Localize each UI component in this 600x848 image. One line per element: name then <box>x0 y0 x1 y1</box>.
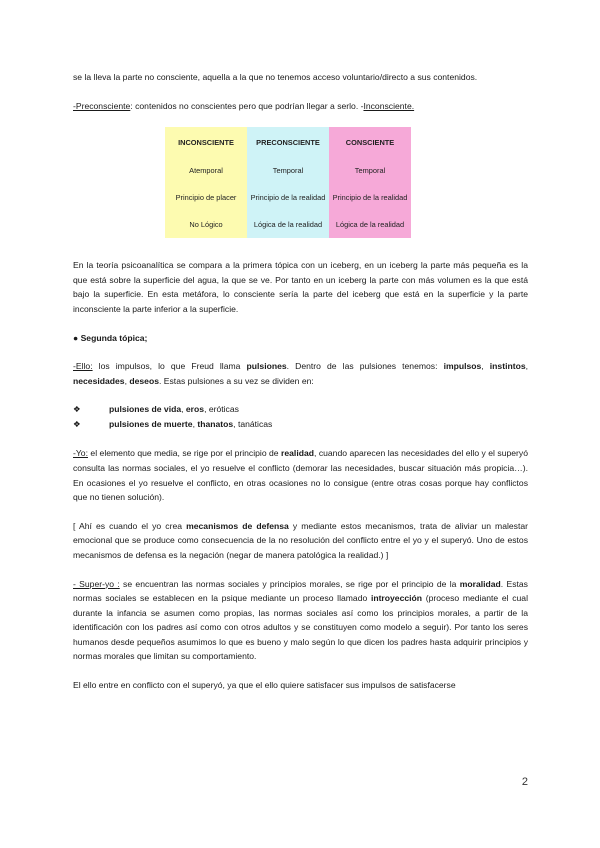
table-header-row <box>165 127 411 157</box>
heading-text: ● Segunda tópica; <box>73 332 148 343</box>
term-preconsciente: -Preconsciente <box>73 100 131 111</box>
bold-run: pulsiones de muerte <box>109 419 193 430</box>
term-yo: -Yo: <box>73 448 88 459</box>
table-cell: Atemporal <box>165 157 247 184</box>
term-ello: -Ello: <box>73 361 93 372</box>
text-run: y mediante estos mecanismos, trata de aliviar un malestar emocional que se produce como consecuencia de la no resolución del conflicto entre el yo y el superyó. Uno de estos mecanismos de defensa es la negación (negar de manera patológica la realidad.) ] <box>73 520 529 560</box>
diamond-bullet-icon: ❖ <box>73 404 81 415</box>
text-run: . Estas normas sociales se establecen en la psique mediante un proceso llamado <box>73 578 528 604</box>
header-inconsciente: INCONSCIENTE <box>165 127 247 157</box>
bold-run: thanatos <box>197 419 234 430</box>
table-cell: Temporal <box>247 157 329 184</box>
page-number: 2 <box>521 776 528 788</box>
paragraph-iceberg: En la teoría psicoanalítica se compara a la primera tópica con un iceberg, en un iceberg la parte más pequeña es la que está sobre la superficie del agua, la que se ve. Por tanto en un iceberg la parte con más volumen es la que está bajo la superficie. En esta metáfora, lo consciente sería la parte del iceberg que está en la superficie y la parte inconsciente la parte inferior a la superficie. <box>73 260 528 314</box>
text-run: . Estas pulsiones a su vez se dividen en: <box>159 375 314 386</box>
table-row <box>165 157 411 184</box>
paragraph-conflicto: El ello entre en conflicto con el superyó, ya que el ello quiere satisfacer sus impulsos de satisfacerse <box>73 680 456 691</box>
term-superyo: - Super-yo : <box>73 578 120 589</box>
text-run: , <box>124 375 130 386</box>
list-item <box>73 402 528 417</box>
bold-run: moralidad <box>459 578 501 589</box>
bold-run: pulsiones <box>246 361 287 372</box>
pulsiones-list <box>73 402 528 432</box>
term-inconsciente: Inconsciente. <box>363 100 415 111</box>
text-run: se encuentran las normas sociales y principios morales, se rige por el principio de la <box>119 578 460 589</box>
paragraph-yo <box>73 446 528 504</box>
table-cell: Temporal <box>329 157 411 184</box>
text-run: , <box>181 404 186 415</box>
bold-run: pulsiones de vida <box>109 404 182 415</box>
text-run: (proceso mediante el cual durante la infancia se asumen como propias, las normas sociales así como los principios morales, a partir de la identificación con los padres así como con otros adultos y se constituyen como modelo a seguir). Por tanto los seres humanos desde pequeños asumimos lo que es bueno y malo según lo que dicen los padres hasta adquirir principios y normas morales que limitan su comportamiento. <box>73 593 528 662</box>
table-cell: Principio de la realidad <box>329 184 411 211</box>
text-run: , <box>192 419 198 430</box>
table-row <box>165 211 411 238</box>
bold-run: impulsos <box>443 361 482 372</box>
text-run: el elemento que media, se rige por el principio de <box>87 448 282 459</box>
text-run: , <box>525 361 528 372</box>
table-cell: Principio de la realidad <box>247 184 329 211</box>
table-cell: Principio de placer <box>165 184 247 211</box>
table-row <box>165 184 411 211</box>
bold-run: necesidades <box>73 375 125 386</box>
paragraph-intro: se la lleva la parte no consciente, aquella a la que no tenemos acceso voluntario/directo a sus contenidos. <box>73 72 478 82</box>
bold-run: realidad <box>281 448 314 459</box>
text-run: [ Ahí es cuando el yo crea <box>73 520 187 531</box>
table-cell: No Lógico <box>165 211 247 238</box>
paragraph-ello <box>73 359 528 388</box>
text-run: . Dentro de las pulsiones tenemos: <box>286 361 444 372</box>
diamond-bullet-icon: ❖ <box>73 419 81 430</box>
table-cell: Lógica de la realidad <box>329 211 411 238</box>
header-consciente: CONSCIENTE <box>329 127 411 157</box>
bold-run: introyección <box>370 593 423 604</box>
text-run: , <box>481 361 490 372</box>
text-run: , eróticas <box>204 404 239 415</box>
text-run: los impulsos, lo que Freud llama <box>92 361 247 372</box>
text-run: , tanáticas <box>233 419 273 430</box>
header-preconsciente: PRECONSCIENTE <box>247 127 329 157</box>
bold-run: mecanismos de defensa <box>186 520 289 531</box>
paragraph-preconsciente <box>73 99 528 114</box>
document-page <box>73 70 528 707</box>
list-item <box>73 417 528 432</box>
bold-run: deseos <box>129 375 159 386</box>
table-cell: Lógica de la realidad <box>247 211 329 238</box>
text-run: , cuando aparecen las necesidades del ello y el superyó consulta las normas sociales, el yo resuelve el conflicto (demorar las necesidades, buscar situación más propicia…). En ocasiones el yo resuelve el conflicto, en otras ocasiones no lo consigue (entre otras cosas porque hay conflictos que no tienen solución). <box>73 448 528 503</box>
definition-text: : contenidos no conscientes pero que podrían llegar a serlo. - <box>130 100 364 111</box>
paragraph-defensa <box>73 519 528 563</box>
section-heading <box>73 331 528 346</box>
bold-run: instintos <box>489 361 526 372</box>
bold-run: eros <box>185 404 205 415</box>
topica-table <box>165 127 411 238</box>
paragraph-superyo <box>73 577 528 665</box>
